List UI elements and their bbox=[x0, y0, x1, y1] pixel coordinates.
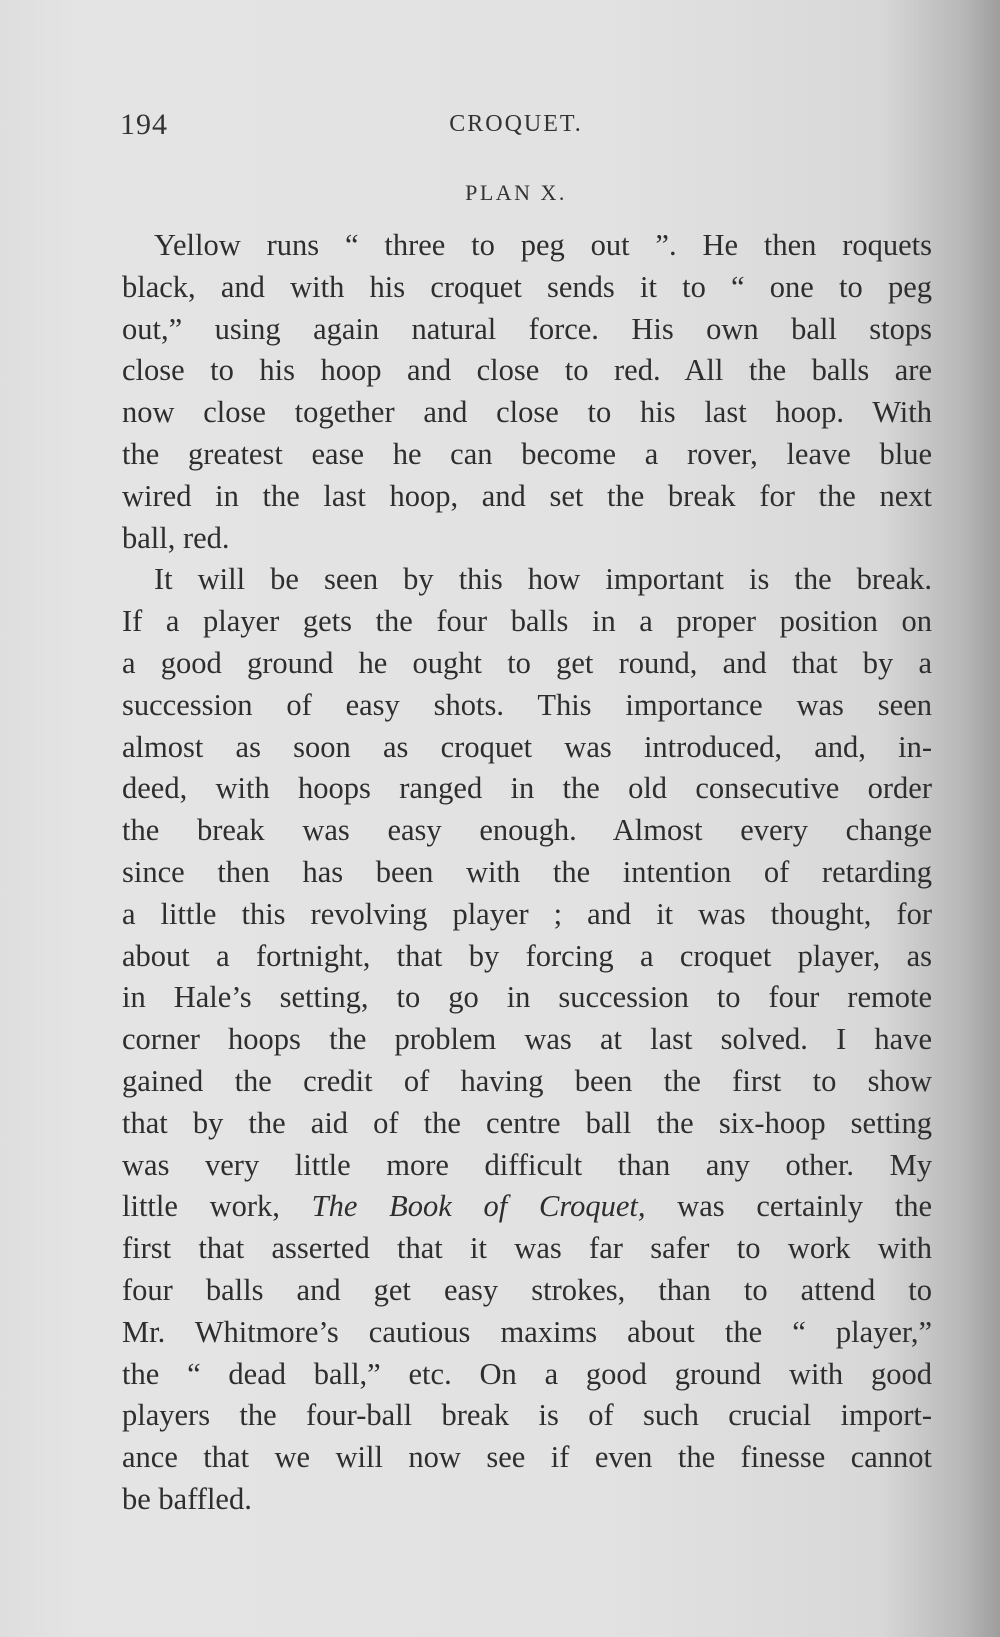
text-line: the greatest ease he can become a rover, leave blue bbox=[122, 436, 932, 471]
text-line: since then has been with the intention of retarding bbox=[122, 854, 932, 889]
text-line: a little this revolving player ; and it was thought, for bbox=[122, 896, 932, 931]
text-line: ball, red. bbox=[122, 520, 230, 555]
text-line: now close together and close to his last hoop. With bbox=[122, 395, 932, 430]
section-heading: PLAN X. bbox=[465, 180, 567, 205]
text-line: be baffled. bbox=[122, 1481, 252, 1516]
text-line: first that asserted that it was far safer to work with bbox=[122, 1231, 932, 1266]
text-line: ance that we will now see if even the finesse cannot bbox=[122, 1440, 932, 1475]
text-line: four balls and get easy strokes, than to attend to bbox=[122, 1272, 932, 1307]
text-line: deed, with hoops ranged in the old consecutive order bbox=[122, 771, 932, 806]
text-line: that by the aid of the centre ball the six-hoop setting bbox=[122, 1105, 932, 1140]
text-line: Mr. Whitmore’s cautious maxims about the “ player,” bbox=[122, 1314, 932, 1349]
text-line: in Hale’s setting, to go in succession to four remote bbox=[122, 980, 932, 1015]
text-line: almost as soon as croquet was introduced, and, in- bbox=[122, 729, 932, 764]
text-segment: little work, bbox=[122, 1189, 312, 1224]
text-line: succession of easy shots. This importance was seen bbox=[122, 687, 932, 722]
text-line: Yellow runs “ three to peg out ”. He then roquets bbox=[154, 228, 932, 262]
text-line: players the four-ball break is of such crucial import- bbox=[122, 1398, 932, 1433]
body-text bbox=[122, 225, 932, 1521]
text-segment: was certainly the bbox=[645, 1189, 933, 1224]
page-header bbox=[120, 108, 912, 148]
text-line-with-book-title bbox=[122, 1186, 932, 1228]
text-line: It will be seen by this how important is the break. bbox=[154, 562, 932, 597]
text-line: out,” using again natural force. His own ball stops bbox=[122, 311, 932, 346]
text-line: the break was easy enough. Almost every change bbox=[122, 813, 932, 848]
text-line: gained the credit of having been the first to show bbox=[122, 1063, 932, 1098]
text-line: corner hoops the problem was at last solved. I have bbox=[122, 1022, 932, 1057]
text-line: black, and with his croquet sends it to “ one to peg bbox=[122, 269, 932, 304]
text-line: wired in the last hoop, and set the break for the next bbox=[122, 478, 932, 513]
text-line: If a player gets the four balls in a proper position on bbox=[122, 604, 932, 639]
running-title: CROQUET. bbox=[449, 111, 583, 137]
text-line: the “ dead ball,” etc. On a good ground with good bbox=[122, 1356, 932, 1391]
text-line: close to his hoop and close to red. All the balls are bbox=[122, 353, 932, 388]
book-title: The Book of Croquet, bbox=[311, 1189, 646, 1224]
text-line: a good ground he ought to get round, and that by a bbox=[122, 645, 932, 680]
text-line: about a fortnight, that by forcing a croquet player, as bbox=[122, 938, 932, 973]
text-line: was very little more difficult than any other. My bbox=[122, 1147, 932, 1182]
page-number: 194 bbox=[120, 108, 168, 141]
